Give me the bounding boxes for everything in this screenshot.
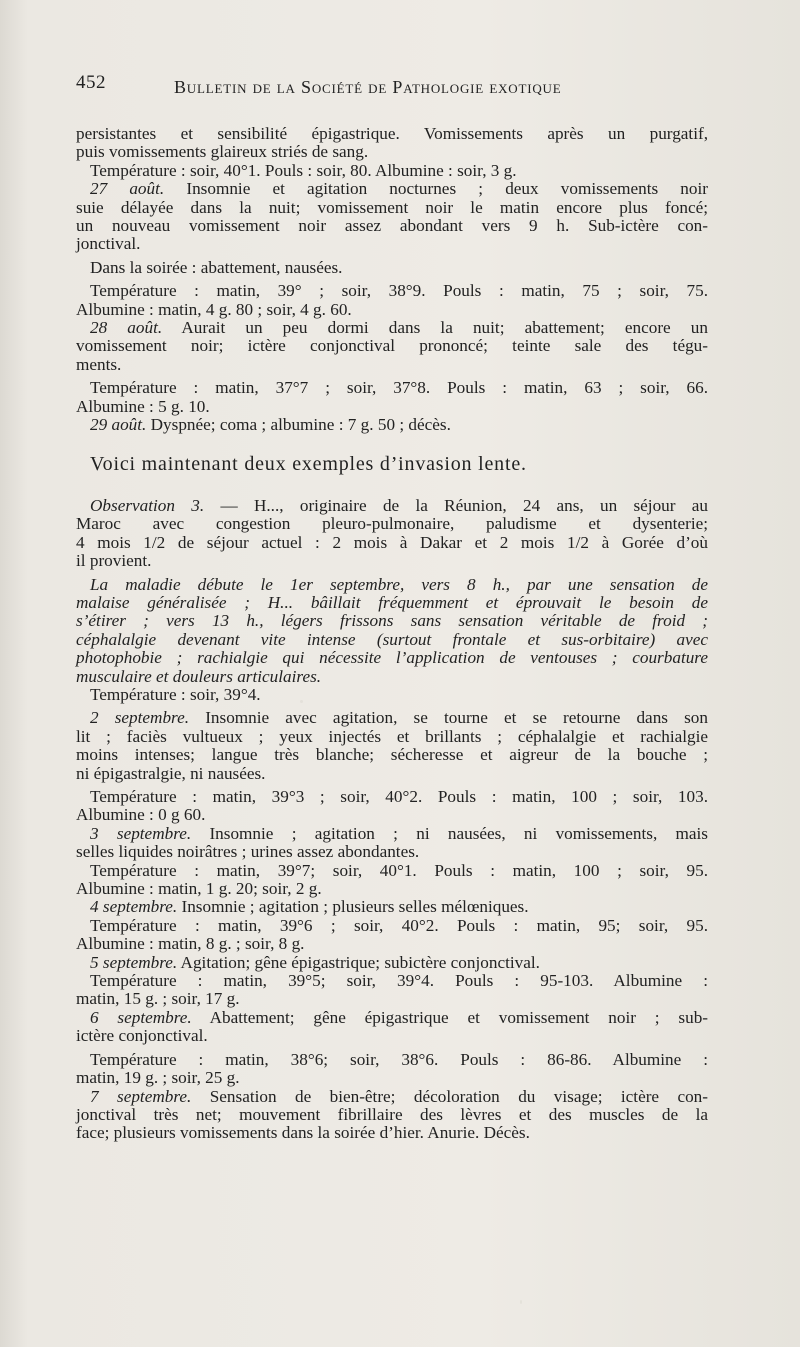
line-text: Maroc avec congestion pleuro-pulmonaire, paludisme et dysenterie;	[76, 514, 708, 534]
line-text: Insomnie ; agitation ; ni nausées, ni vomissements, mais	[191, 823, 708, 843]
italic-date: 5 septembre.	[90, 952, 178, 972]
line-text: suie délayée dans la nuit; vomissement noir le matin encore plus foncé;	[76, 197, 708, 217]
text-line	[76, 765, 708, 783]
italic-date: 6 septembre.	[90, 1007, 192, 1027]
text-line	[76, 806, 708, 824]
italic-date: 3 septembre.	[90, 823, 192, 843]
text-line	[76, 631, 708, 649]
italic-date: Observation 3.	[90, 495, 205, 515]
text-line	[76, 125, 708, 143]
line-text: matin, 15 g. ; soir, 17 g.	[76, 989, 240, 1009]
line-text: Température : matin, 38°6; soir, 38°6. Pouls : 86-86. Albumine :	[90, 1049, 708, 1069]
line-text: Albumine : 0 g 60.	[76, 805, 206, 825]
text-line	[76, 497, 708, 515]
line-text: Albumine : matin, 4 g. 80 ; soir, 4 g. 60.	[76, 299, 352, 319]
text-line	[76, 515, 708, 533]
line-text: Albumine : matin, 1 g. 20; soir, 2 g.	[76, 879, 322, 899]
text-line	[76, 788, 708, 806]
line-text: Température : matin, 39°7; soir, 40°1. Pouls : matin, 100 ; soir, 95.	[90, 860, 708, 880]
text-line	[76, 398, 708, 416]
text-line	[76, 143, 708, 161]
line-text: Insomnie et agitation nocturnes ; deux vomissements noir	[164, 179, 708, 199]
line-text: Dans la soirée : abattement, nausées.	[90, 257, 343, 277]
paper-speck	[520, 1300, 522, 1304]
line-text: Abattement; gêne épigastrique et vomissement noir ; sub-	[191, 1007, 709, 1027]
text-line	[76, 552, 708, 570]
line-text: jonctival très net; mouvement fibrillaire des lèvres et des muscles de la	[76, 1104, 708, 1124]
text-line	[76, 1027, 708, 1045]
line-text: — H..., originaire de la Réunion, 24 ans, un séjour au	[204, 495, 708, 515]
text-line	[76, 337, 708, 355]
italic-date: 29 août.	[90, 415, 147, 435]
text-line	[76, 594, 708, 612]
line-text: Température : soir, 40°1. Pouls : soir, 80. Albumine : soir, 3 g.	[90, 160, 517, 180]
italic-date: 2 septembre.	[90, 708, 190, 728]
line-text: un nouveau vomissement noir assez abondant vers 9 h. Sub-ictère con-	[76, 216, 708, 236]
text-line	[76, 746, 708, 764]
line-text: persistantes et sensibilité épigastrique. Vomissements après un purgatif,	[76, 124, 708, 143]
line-text: Albumine : matin, 8 g. ; soir, 8 g.	[76, 934, 305, 954]
line-text: Température : matin, 39° ; soir, 38°9. Pouls : matin, 75 ; soir, 75.	[90, 281, 708, 301]
text-line	[76, 235, 708, 253]
page-number: 452	[76, 72, 106, 93]
line-text: selles liquides noirâtres ; urines assez abondantes.	[76, 842, 420, 862]
line-text: Température : matin, 39°5; soir, 39°4. Pouls : 95-103. Albumine :	[90, 971, 708, 991]
text-line	[76, 1088, 708, 1106]
text-line	[76, 1009, 708, 1027]
line-text: Température : matin, 39°3 ; soir, 40°2. Pouls : matin, 100 ; soir, 103.	[90, 787, 708, 806]
text-line	[76, 728, 708, 746]
italic-date: 27 août.	[90, 179, 165, 199]
line-text: Température : matin, 39°6 ; soir, 40°2. Pouls : matin, 95; soir, 95.	[90, 915, 708, 935]
italic-line-text: La maladie débute le 1er septembre, vers 8 h., par une sensation de	[90, 574, 708, 594]
text-line	[76, 612, 708, 630]
italic-date: 28 août.	[90, 318, 163, 338]
line-text: jonctival.	[76, 234, 141, 254]
line-text: Agitation; gêne épigastrique; subictère conjonctival.	[177, 952, 540, 972]
line-text: Insomnie ; agitation ; plusieurs selles mélœniques.	[177, 897, 529, 917]
text-line	[76, 534, 708, 552]
line-text: Température : soir, 39°4.	[90, 684, 261, 704]
text-line	[76, 1069, 708, 1087]
text-line	[76, 416, 708, 434]
text-line	[76, 199, 708, 217]
line-text: moins intenses; langue très blanche; sécheresse et aigreur de la bouche ;	[76, 745, 708, 765]
line-text: puis vomissements glaireux striés de sang.	[76, 142, 369, 162]
line-text: Albumine : 5 g. 10.	[76, 396, 210, 416]
text-line	[76, 649, 708, 667]
line-text: ments.	[76, 354, 122, 374]
text-line	[76, 686, 708, 704]
text-line	[76, 1124, 708, 1142]
text-line	[76, 825, 708, 843]
line-text: ictère conjonctival.	[76, 1026, 208, 1046]
line-text: Insomnie avec agitation, se tourne et se retourne dans son	[189, 708, 708, 728]
text-line	[76, 668, 708, 686]
text-line	[76, 259, 708, 277]
italic-line-text: malaise généralisée ; H... bâillait fréquemment et éprouvait le besoin de	[76, 592, 708, 612]
running-title: Bulletin de la Société de Pathologie exotique	[174, 77, 562, 97]
text-line	[76, 917, 708, 935]
text-line	[76, 954, 708, 972]
text-line	[76, 862, 708, 880]
text-line	[76, 990, 708, 1008]
italic-line-text: céphalalgie devenant vite intense (surtout frontale et sus-orbitaire) avec	[76, 629, 708, 649]
text-line	[76, 180, 708, 198]
text-line	[76, 1106, 708, 1124]
italic-line-text: s’étirer ; vers 13 h., légers frissons sans sensation véritable de froid ;	[76, 611, 708, 631]
line-text: Sensation de bien-être; décoloration du visage; ictère con-	[191, 1086, 708, 1106]
text-line	[76, 1051, 708, 1069]
text-line	[76, 379, 708, 397]
line-text: Aurait un peu dormi dans la nuit; abattement; encore un	[162, 318, 708, 338]
italic-line-text: musculaire et douleurs articulaires.	[76, 666, 322, 686]
text-line	[76, 576, 708, 594]
line-text: ni épigastralgie, ni nausées.	[76, 763, 266, 783]
italic-date: 4 septembre.	[90, 897, 178, 917]
line-text: face; plusieurs vomissements dans la soirée d’hier. Anurie. Décès.	[76, 1123, 530, 1143]
italic-date: 7 septembre.	[90, 1086, 192, 1106]
text-line	[76, 217, 708, 235]
line-text: Dyspnée; coma ; albumine : 7 g. 50 ; décès.	[146, 415, 451, 435]
text-line	[76, 972, 708, 990]
italic-line-text: photophobie ; rachialgie qui nécessite l’application de ventouses ; courbature	[76, 648, 708, 668]
text-line	[76, 935, 708, 953]
article-body	[76, 125, 708, 1143]
line-text: vomissement noir; ictère conjonctival prononcé; teinte sale des tégu-	[76, 336, 708, 356]
text-line	[76, 709, 708, 727]
text-line	[76, 843, 708, 861]
text-line	[76, 301, 708, 319]
text-line	[76, 162, 708, 180]
line-text: il provient.	[76, 551, 152, 571]
text-line	[76, 356, 708, 374]
section-heading: Voici maintenant deux exemples d’invasion lente.	[90, 452, 527, 475]
text-line	[76, 319, 708, 337]
text-line	[76, 898, 708, 916]
text-line	[76, 880, 708, 898]
line-text: matin, 19 g. ; soir, 25 g.	[76, 1068, 240, 1088]
line-text: 4 mois 1/2 de séjour actuel : 2 mois à Dakar et 2 mois 1/2 à Gorée d’où	[76, 532, 708, 552]
line-text: Température : matin, 37°7 ; soir, 37°8. Pouls : matin, 63 ; soir, 66.	[90, 378, 708, 398]
line-text: lit ; faciès vultueux ; yeux injectés et brillants ; céphalalgie et rachialgie	[76, 726, 708, 746]
text-line	[76, 282, 708, 300]
